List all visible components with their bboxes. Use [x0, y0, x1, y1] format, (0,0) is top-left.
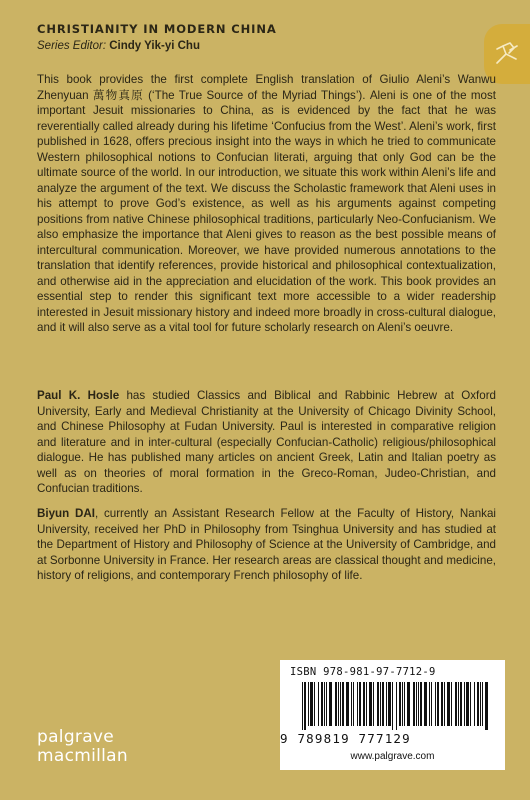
springer-horse-icon: [492, 38, 522, 68]
barcode-bar: [444, 682, 445, 726]
barcode-bar: [435, 682, 436, 726]
barcode-bar: [386, 682, 387, 726]
barcode-bar: [466, 682, 469, 726]
barcode-bar: [308, 682, 309, 726]
barcode-image: [290, 682, 495, 730]
barcode-bar: [402, 682, 403, 726]
barcode-digits: 9 789819 777129: [280, 731, 411, 746]
series-editor: [37, 40, 200, 52]
isbn-text: ISBN 978-981-97-7712-9: [290, 666, 436, 678]
barcode-bar: [416, 682, 417, 726]
series-editor-name: Cindy Yik-yi Chu: [109, 40, 200, 52]
publisher-url: www.palgrave.com: [350, 751, 435, 762]
book-description: This book provides the first complete English translation of Giulio Aleni’s Wanwu Zhenyuan 萬物真原 (‘The True Source of the Myriad Things’). Aleni is one of the most important Jesuit missionaries to China, as is evidenced by the fact that he was reverentially called already during his lifetime ‘Confucius from the West’. Aleni’s work, first published in 1628, offers precious insight into the ways in which he tried to communicate Western philosophical notions to Confucian literati, arguing that only God can be the ultimate source of the world. In our introduction, we situate this work within Aleni’s life and analyze the argument of the text. We discuss the Scholastic framework that Aleni uses in his attempt to prove God’s existence, as well as his arguments against competing positions from native Chinese philosophical traditions, particularly Neo-Confucianism. We also emphasize the importance that Aleni gives to reason as the best possible means of intercultural communication. Moreover, we have provided numerous annotations to the translation that identify references, provide historical and philosophical contextualization, and otherwise aid in the appreciation and elucidation of the work. This book provides an essential step to render this significant text more accessible to a wider readership interested in Jesuit missionary history and indeed more broadly in cross-cultural dialogue, and it will also serve as a vital tool for future scholarly research on Aleni’s oeuvre.: [37, 73, 496, 334]
barcode-bar: [310, 682, 313, 726]
author-bio-1: [37, 388, 496, 497]
barcode-bar: [346, 682, 349, 726]
barcode-bar: [335, 682, 337, 726]
barcode-bar: [470, 682, 471, 726]
barcode-bar: [407, 682, 410, 726]
barcode-bar: [340, 682, 341, 726]
barcode-bar: [404, 682, 405, 726]
barcode-bar: [304, 682, 306, 730]
barcode-bar: [451, 682, 452, 726]
author-name-2: Biyun DAI: [37, 507, 95, 520]
author-bio-text-1: has studied Classics and Biblical and Rabbinic Hebrew at Oxford University, Early and Medieval Christianity at the University of Chicago Divinity School, and Chinese Philosophy at Fudan University. Paul is interested in comparative religion and literature and in inter-cultural (especially Confucian-Catholic) religious/philosophical dialogue. He has published many articles on ancient Greek, Latin and Italian poetry as well as on theories of moral formation in the Greco-Roman, Judeo-Christian, and Confucian traditions.: [37, 389, 497, 495]
barcode-bar: [431, 682, 432, 726]
barcode-bar: [363, 682, 365, 726]
barcode-bar: [413, 682, 415, 726]
barcode-bar: [424, 682, 427, 726]
barcode-bar: [460, 682, 462, 726]
barcode-bar: [447, 682, 450, 726]
barcode-bar: [382, 682, 384, 726]
barcode-bar: [458, 682, 459, 726]
series-title: CHRISTIANITY IN MODERN CHINA: [37, 22, 277, 36]
barcode-bar: [429, 682, 430, 726]
barcode-bar: [338, 682, 339, 726]
barcode-bar: [477, 682, 479, 726]
barcode-bar: [326, 682, 327, 726]
barcode-bar: [324, 682, 325, 726]
barcode-bar: [321, 682, 323, 726]
barcode-bar: [342, 682, 344, 726]
barcode-bar: [392, 682, 393, 730]
barcode-bar: [351, 682, 352, 726]
barcode-bar: [329, 682, 332, 726]
barcode-bar: [420, 682, 422, 726]
series-editor-label: Series Editor:: [37, 40, 107, 52]
barcode-bar: [318, 682, 319, 726]
barcode-bar: [485, 682, 488, 730]
publisher-logo: [37, 728, 128, 766]
barcode-bar: [373, 682, 374, 726]
barcode-bar: [441, 682, 443, 726]
barcode-bar: [388, 682, 391, 726]
barcode-bar: [302, 682, 303, 730]
barcode-bar: [455, 682, 457, 726]
author-name-1: Paul K. Hosle: [37, 389, 120, 402]
barcode-bar: [380, 682, 381, 726]
barcode-bar: [366, 682, 367, 726]
barcode-bar: [480, 682, 481, 726]
barcode-bar: [399, 682, 401, 726]
barcode-bar: [353, 682, 354, 726]
publisher-name-line2: macmillan: [37, 746, 128, 766]
publisher-name-line1: palgrave: [37, 727, 115, 747]
barcode-bar: [418, 682, 419, 726]
barcode-bar: [437, 682, 439, 726]
barcode-bar: [464, 682, 465, 726]
author-bio-2: [37, 506, 496, 584]
author-bio-text-2: , currently an Assistant Research Fellow at the Faculty of History, Nankai University, received her PhD in Philosophy from Tsinghua University and has studied at the Department of History and Philosophy of Science at the University of Cambridge, and at Sorbonne University in France. Her research areas are classical thought and medicine, history of religions, and contemporary French philosophy of life.: [37, 507, 496, 582]
barcode-bar: [377, 682, 379, 726]
barcode-bar: [314, 682, 315, 726]
barcode-area: [280, 660, 505, 770]
barcode-bar: [359, 682, 361, 726]
barcode-bar: [357, 682, 358, 726]
barcode-bar: [474, 682, 475, 726]
barcode-bar: [482, 682, 483, 726]
barcode-bar: [396, 682, 397, 730]
barcode-bar: [369, 682, 372, 726]
